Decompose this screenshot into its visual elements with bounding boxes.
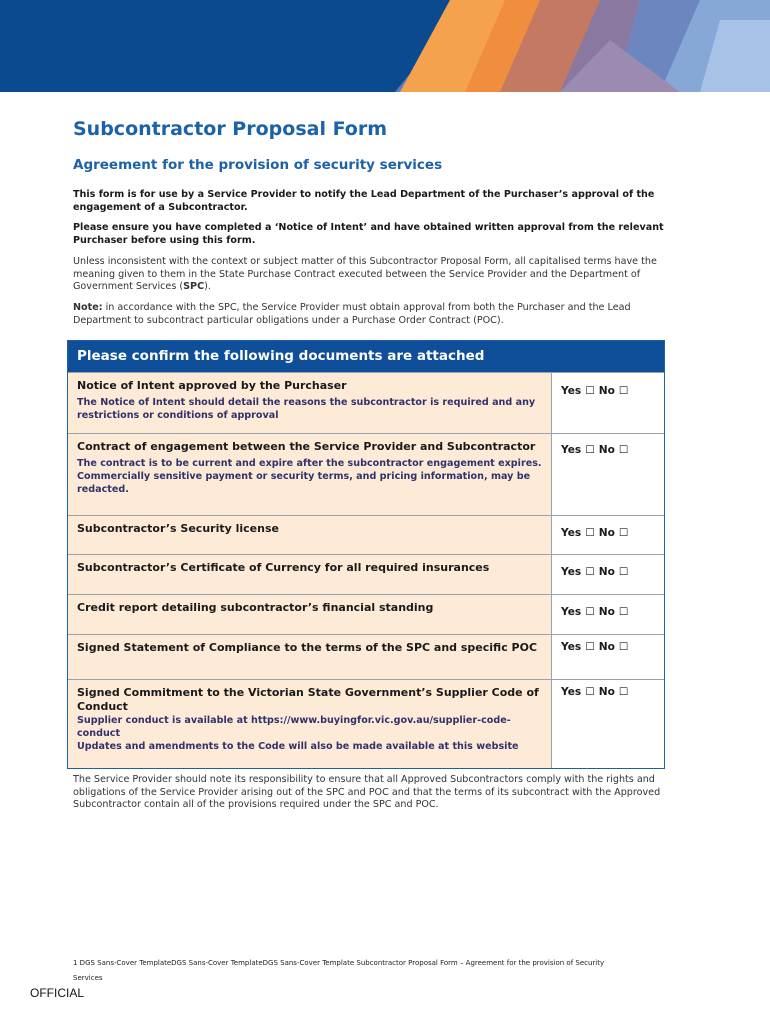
no-label: No [598, 566, 615, 578]
document-title: Contract of engagement between the Service Provider and Subcontractor [77, 440, 536, 453]
document-note: Supplier conduct is available at https://www.buyingfor.vic.gov.au/supplier-code-conduct [77, 715, 511, 739]
document-title: Subcontractor’s Security license [77, 522, 279, 535]
yes-label: Yes [561, 385, 582, 397]
yes-checkbox[interactable]: ☐ [585, 444, 595, 456]
no-checkbox[interactable]: ☐ [618, 566, 629, 578]
document-title: Credit report detailing subcontractor’s financial standing [77, 601, 434, 614]
table-heading: Please confirm the following documents are attached [68, 341, 664, 372]
note-text: in accordance with the SPC, the Service Provider must obtain approval from both the Purchaser and the Lead Department to subcontract particular obligations under a Purchase Order Contract (POC). [73, 302, 631, 326]
table-row [68, 433, 664, 515]
document-note-secondary: Updates and amendments to the Code will also be made available at this website [77, 741, 519, 752]
yes-no-cell [552, 555, 664, 594]
yes-label: Yes [561, 686, 582, 698]
banner-triangles-graphic [0, 0, 770, 92]
yes-checkbox[interactable]: ☐ [585, 566, 595, 578]
closing-paragraph: The Service Provider should note its responsibility to ensure that all Approved Subcontractors comply with the rights and obligations of the Service Provider arising out of the SPC and POC and that the terms of its subcontract with the Approved Subcontractor contain all of the provisions required under the SPC and POC. [73, 774, 661, 810]
note-label: Note: [73, 302, 103, 313]
yes-checkbox[interactable]: ☐ [585, 641, 595, 653]
no-checkbox[interactable]: ☐ [618, 641, 629, 653]
intro-p3-end: ). [204, 281, 211, 292]
yes-checkbox[interactable]: ☐ [585, 686, 595, 698]
no-checkbox[interactable]: ☐ [618, 444, 629, 456]
document-title: Signed Statement of Compliance to the terms of the SPC and specific POC [77, 641, 538, 654]
document-title: Notice of Intent approved by the Purchaser [77, 379, 347, 392]
no-label: No [598, 686, 615, 698]
table-row [68, 594, 664, 634]
yes-checkbox[interactable]: ☐ [585, 527, 595, 539]
document-requirement-cell [68, 373, 552, 433]
document-requirement-cell [68, 434, 552, 515]
intro-paragraph-3 [73, 256, 665, 294]
page-subtitle: Agreement for the provision of security services [73, 157, 443, 173]
yes-checkbox[interactable]: ☐ [585, 606, 595, 618]
yes-label: Yes [561, 444, 582, 456]
yes-no-cell [552, 434, 664, 515]
yes-no-cell [552, 373, 664, 433]
yes-label: Yes [561, 641, 582, 653]
document-requirement-cell [68, 555, 552, 594]
classification-label: OFFICIAL [30, 986, 85, 1000]
document-note: The contract is to be current and expire after the subcontractor engagement expires. Commercially sensitive payment or security terms, and pricing information, may be redacted. [77, 458, 542, 495]
table-row [68, 679, 664, 768]
no-label: No [598, 444, 615, 456]
document-requirement-cell [68, 680, 552, 768]
intro-p3-text: Unless inconsistent with the context or subject matter of this Subcontractor Proposal Form, all capitalised terms have the meaning given to them in the State Purchase Contract executed between the Service Provider and the Department of Government Services ( [73, 256, 657, 292]
documents-checklist-table [67, 340, 665, 769]
table-row [68, 554, 664, 594]
no-label: No [598, 527, 615, 539]
document-note: The Notice of Intent should detail the reasons the subcontractor is required and any restrictions or conditions of approval [77, 397, 536, 421]
no-label: No [598, 641, 615, 653]
yes-label: Yes [561, 527, 582, 539]
no-checkbox[interactable]: ☐ [618, 686, 629, 698]
document-title: Signed Commitment to the Victorian State Government’s Supplier Code of Conduct [77, 686, 539, 713]
yes-no-cell [552, 516, 664, 554]
intro-p3-abbrev: SPC [183, 281, 205, 292]
document-requirement-cell [68, 635, 552, 679]
no-checkbox[interactable]: ☐ [618, 385, 629, 397]
header-banner [0, 0, 770, 92]
footnote: 1 DGS Sans-Cover TemplateDGS Sans-Cover TemplateDGS Sans-Cover Template Subcontractor Proposal Form – Agreement for the provision of Security Services [73, 959, 605, 982]
no-checkbox[interactable]: ☐ [618, 606, 629, 618]
document-requirement-cell [68, 516, 552, 554]
intro-paragraph-1: This form is for use by a Service Provider to notify the Lead Department of the Purchaser’s approval of the engagement of a Subcontractor. [73, 189, 655, 213]
no-label: No [598, 385, 615, 397]
table-row [68, 634, 664, 679]
yes-no-cell [552, 680, 664, 768]
document-requirement-cell [68, 595, 552, 634]
table-row [68, 372, 664, 433]
page-title: Subcontractor Proposal Form [73, 118, 388, 140]
intro-note [73, 302, 665, 327]
intro-paragraph-2: Please ensure you have completed a ‘Notice of Intent’ and have obtained written approval from the relevant Purchaser before using this form. [73, 222, 664, 246]
yes-label: Yes [561, 606, 582, 618]
yes-no-cell [552, 595, 664, 634]
yes-label: Yes [561, 566, 582, 578]
table-row [68, 515, 664, 554]
yes-checkbox[interactable]: ☐ [585, 385, 595, 397]
no-label: No [598, 606, 615, 618]
document-title: Subcontractor’s Certificate of Currency for all required insurances [77, 561, 490, 574]
yes-no-cell [552, 635, 664, 679]
no-checkbox[interactable]: ☐ [618, 527, 629, 539]
